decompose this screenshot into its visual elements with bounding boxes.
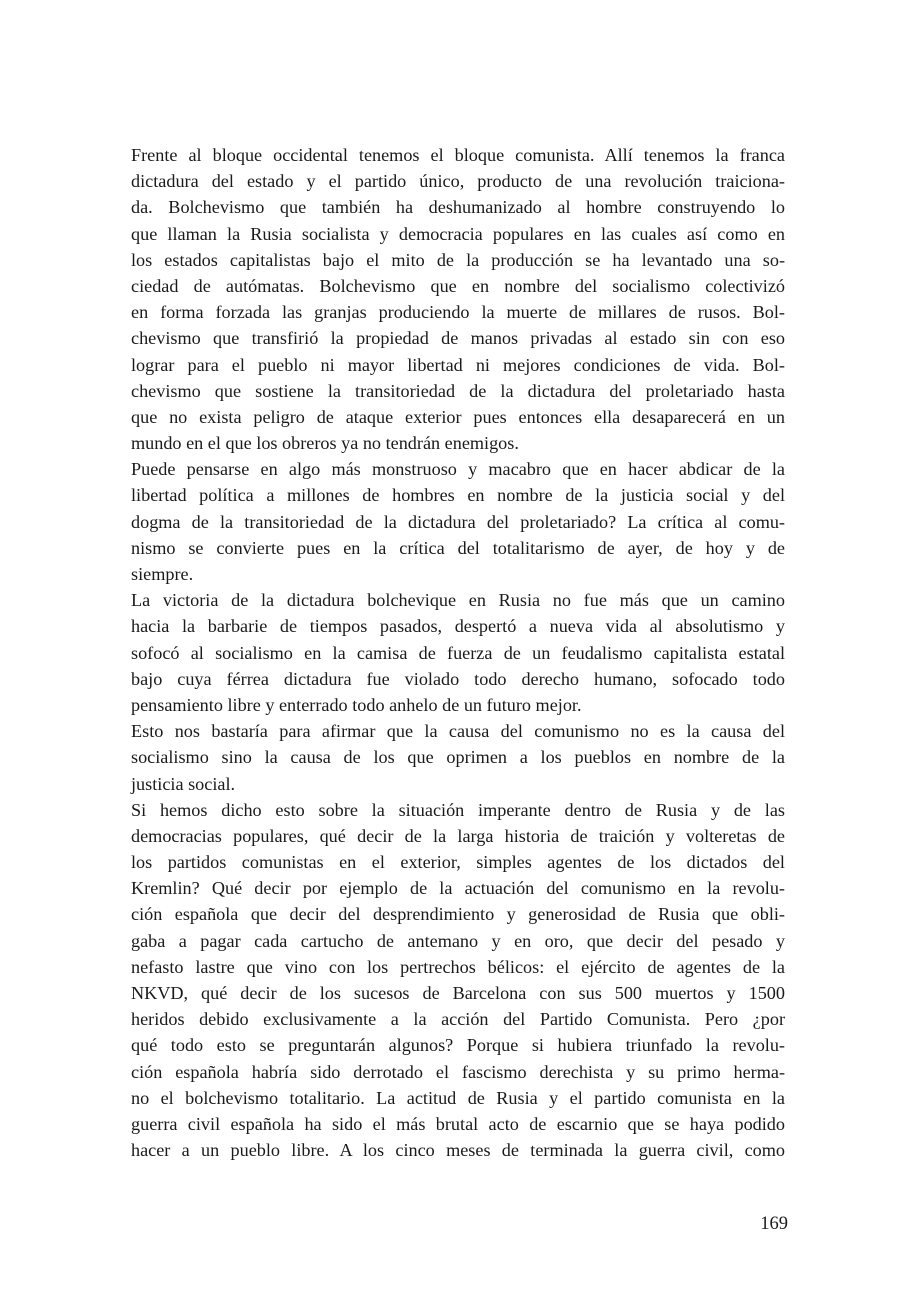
text-line: da. Bolchevismo que también ha deshumanizado al hombre construyendo lo: [131, 197, 785, 218]
text-line: lograr para el pueblo ni mayor libertad ni mejores condiciones de vida. Bol-: [131, 354, 785, 375]
text-line: Frente al bloque occidental tenemos el bloque comunista. Allí tenemos la franca: [131, 145, 785, 165]
text-line: libertad política a millones de hombres en nombre de la justicia social y del: [131, 485, 785, 506]
paragraph-end-line: siempre.: [131, 564, 194, 584]
text-line: no el bolchevismo totalitario. La actitud de Rusia y el partido comunista en la: [131, 1087, 785, 1108]
text-line: ción española que decir del desprendimiento y generosidad de Rusia que obli-: [131, 904, 785, 925]
text-line: La victoria de la dictadura bolchevique en Rusia no fue más que un camino: [131, 590, 785, 611]
text-line: socialismo sino la causa de los que oprimen a los pueblos en nombre de la: [131, 747, 785, 768]
paragraph-end-line: pensamiento libre y enterrado todo anhelo de un futuro mejor.: [131, 694, 582, 715]
text-line: ción española habría sido derrotado el fascismo derechista y su primo herma-: [131, 1061, 785, 1082]
text-line: heridos debido exclusivamente a la acción del Partido Comunista. Pero ¿por: [131, 1009, 785, 1030]
text-line: qué todo esto se preguntarán algunos? Porque si hubiera triunfado la revolu-: [131, 1035, 785, 1056]
text-line: chevismo que sostiene la transitoriedad de la dictadura del proletariado hasta: [131, 380, 785, 401]
text-line: hacer a un pueblo libre. A los cinco meses de terminada la guerra civil, como: [131, 1140, 785, 1161]
text-line: Esto nos bastaría para afirmar que la causa del comunismo no es la causa del: [131, 721, 785, 742]
text-line: nismo se convierte pues en la crítica del totalitarismo de ayer, de hoy y de: [131, 537, 785, 558]
text-line: Si hemos dicho esto sobre la situación imperante dentro de Rusia y de las: [131, 799, 785, 820]
text-line: los estados capitalistas bajo el mito de la producción se ha levantado una so-: [131, 249, 785, 270]
text-line: guerra civil española ha sido el más brutal acto de escarnio que se haya podido: [131, 1113, 785, 1134]
text-line: dictadura del estado y el partido único, producto de una revolución traiciona-: [131, 171, 785, 192]
body-text: [131, 142, 785, 1163]
text-line: NKVD, qué decir de los sucesos de Barcelona con sus 500 muertos y 1500: [131, 983, 785, 1003]
text-line: los partidos comunistas en el exterior, simples agentes de los dictados del: [131, 852, 785, 873]
text-line: ciedad de autómatas. Bolchevismo que en nombre del socialismo colectivizó: [131, 275, 785, 296]
text-line: Puede pensarse en algo más monstruoso y macabro que en hacer abdicar de la: [131, 459, 785, 480]
text-line: hacia la barbarie de tiempos pasados, despertó a nueva vida al absolutismo y: [131, 616, 785, 637]
text-line: en forma forzada las granjas produciendo la muerte de millares de rusos. Bol-: [131, 302, 785, 323]
paragraph-end-line: mundo en el que los obreros ya no tendrán enemigos.: [131, 433, 519, 454]
text-line: dogma de la transitoriedad de la dictadura del proletariado? La crítica al comu-: [131, 511, 785, 532]
page-number: 169: [760, 1214, 788, 1234]
text-line: nefasto lastre que vino con los pertrechos bélicos: el ejército de agentes de la: [131, 956, 785, 977]
text-line: bajo cuya férrea dictadura fue violado todo derecho humano, sofocado todo: [131, 668, 785, 689]
paragraph-end-line: justicia social.: [131, 773, 236, 794]
text-line: sofocó al socialismo en la camisa de fuerza de un feudalismo capitalista estatal: [131, 642, 785, 663]
text-line: Kremlin? Qué decir por ejemplo de la actuación del comunismo en la revolu-: [131, 878, 785, 899]
text-line: chevismo que transfirió la propiedad de manos privadas al estado sin con eso: [131, 328, 785, 349]
text-line: que no exista peligro de ataque exterior pues entonces ella desaparecerá en un: [131, 406, 785, 427]
text-line: que llaman la Rusia socialista y democracia populares en las cuales así como en: [131, 223, 785, 244]
text-line: democracias populares, qué decir de la larga historia de traición y volteretas de: [131, 825, 785, 846]
text-line: gaba a pagar cada cartucho de antemano y en oro, que decir del pesado y: [131, 930, 785, 951]
